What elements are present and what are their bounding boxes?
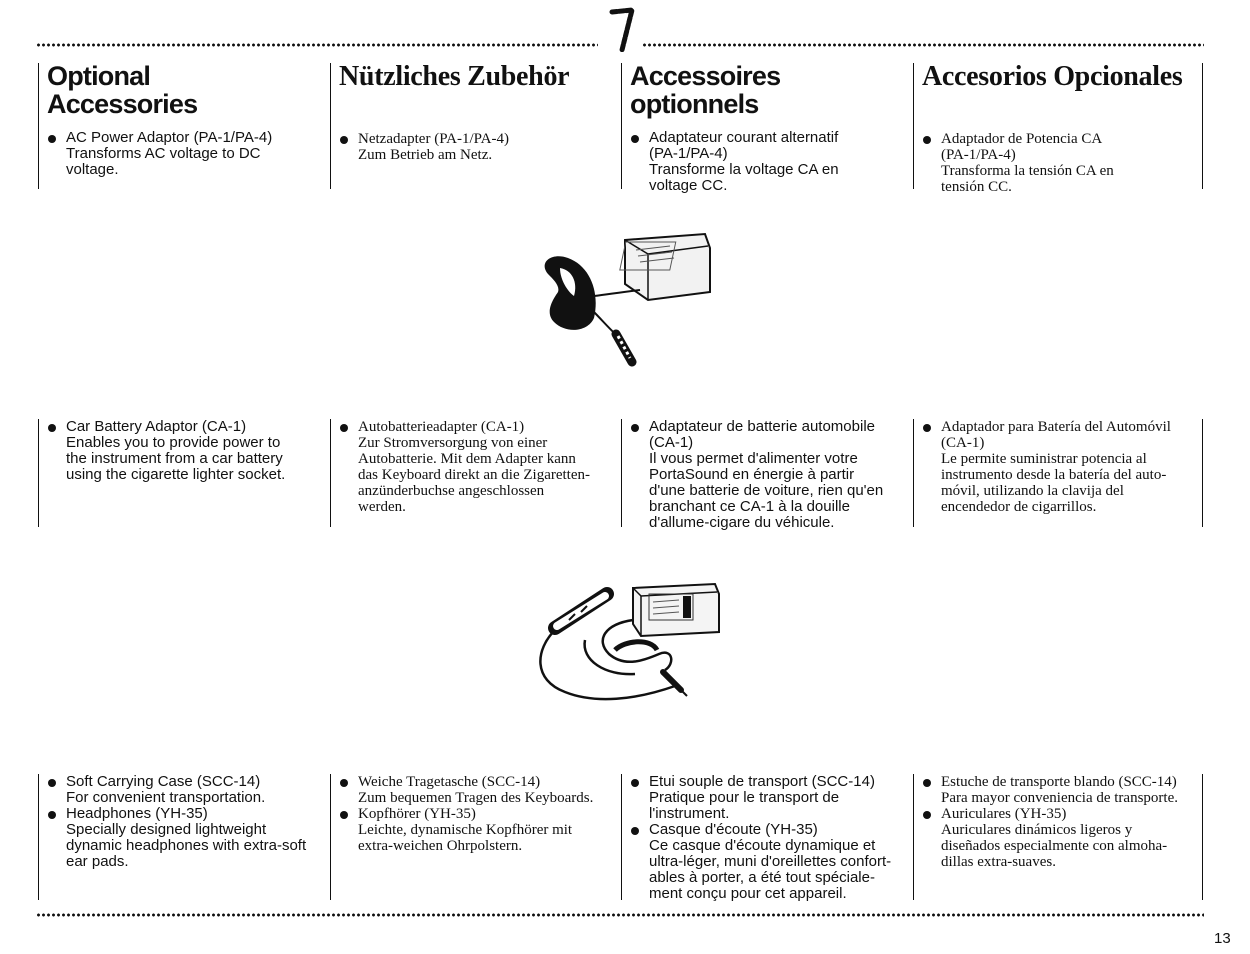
bullet: [48, 779, 56, 787]
item-car-adaptor-es: [922, 419, 1202, 515]
item-headphones-de: [339, 806, 618, 854]
page-number: 13: [1214, 930, 1231, 947]
item-description: Enables you to provide power to the instrument from a car battery using the cigarette lighter socket.: [66, 434, 286, 483]
bullet: [923, 424, 931, 432]
item-description: Transforme la voltage CA en voltage CC.: [649, 161, 839, 195]
item-title: Autobatterieadapter (CA-1): [358, 419, 525, 435]
column-german-ac: [330, 63, 618, 189]
item-carrying-case-de: [339, 774, 618, 806]
item-title: Auriculares (YH-35): [941, 806, 1067, 822]
heading-spanish: Accesorios Opcionales: [922, 61, 1183, 92]
item-title: Car Battery Adaptor (CA-1): [66, 418, 247, 435]
item-ac-adaptor-en: [47, 130, 328, 178]
item-description: Zum bequemen Tragen des Keyboards.: [358, 790, 594, 806]
item-description: Zur Stromversorgung von einer Autobatterie. Mit dem Adapter kann das Keyboard direkt an die Zigaretten- anzünderbuchse angeschlossen werden.: [358, 435, 590, 515]
item-description: Auriculares dinámicos ligeros y diseñados especialmente con almoha- dillas extra-suaves.: [941, 822, 1168, 870]
top-dotted-rule-right: [642, 42, 1204, 48]
top-dotted-rule-left: [36, 42, 598, 48]
bullet: [631, 424, 639, 432]
column-spanish-case: [913, 774, 1203, 900]
ac-adaptor-illustration: [530, 222, 715, 372]
item-title: Headphones (YH-35): [66, 805, 208, 822]
item-car-adaptor-de: [339, 419, 618, 515]
column-german-car: [330, 419, 618, 527]
column-spanish-car: [913, 419, 1203, 527]
bullet: [923, 811, 931, 819]
bullet: [48, 135, 56, 143]
item-headphones-es: [922, 806, 1202, 870]
item-description: Transforma la tensión CA en tensión CC.: [941, 162, 1114, 195]
chapter-7-mark: [608, 4, 638, 52]
heading-german: Nützliches Zubehör: [339, 61, 570, 92]
item-title: Soft Carrying Case (SCC-14): [66, 773, 261, 790]
bottom-dotted-rule: [36, 912, 1204, 918]
item-ac-adaptor-fr: [630, 130, 911, 194]
column-french-car: [621, 418, 911, 531]
item-title: Adaptateur courant alternatif (PA-1/PA-4): [649, 129, 839, 163]
car-adaptor-illustration: [525, 580, 725, 710]
bullet: [631, 779, 639, 787]
column-french-ac: [621, 61, 911, 195]
column-spanish-ac: [913, 61, 1203, 195]
column-english-case: [38, 774, 328, 900]
item-carrying-case-en: [47, 774, 328, 806]
item-description: Specially designed lightweight dynamic headphones with extra-soft ear pads.: [66, 821, 307, 870]
item-title: AC Power Adaptor (PA-1/PA-4): [66, 129, 273, 147]
item-description: Leichte, dynamische Kopfhörer mit extra-weichen Ohrpolstern.: [358, 822, 573, 854]
column-english-car: [38, 419, 328, 527]
item-title: Weiche Tragetasche (SCC-14): [358, 774, 541, 790]
item-description: Transforms AC voltage to DC voltage.: [66, 145, 261, 179]
bullet: [631, 135, 639, 143]
item-ac-adaptor-es: [922, 131, 1202, 195]
item-description: Pratique pour le transport de l'instrument.: [649, 789, 840, 822]
column-german-case: [330, 774, 618, 900]
bullet: [48, 811, 56, 819]
bullet: [340, 424, 348, 432]
column-french-case: [621, 774, 911, 900]
heading-english: Optional Accessories: [47, 61, 198, 119]
item-ac-adaptor-de: [339, 131, 618, 163]
item-title: Estuche de transporte blando (SCC-14): [941, 774, 1177, 790]
item-title: Adaptador de Potencia CA (PA-1/PA-4): [941, 130, 1103, 163]
item-description: Zum Betrieb am Netz.: [358, 146, 493, 163]
item-title: Casque d'écoute (YH-35): [649, 821, 818, 838]
item-description: Le permite suministrar potencia al instrumento desde la batería del auto- móvil, utilizando la clavija del encendedor de cigarrillos.: [941, 451, 1167, 515]
item-description: Ce casque d'écoute dynamique et ultra-léger, muni d'oreillettes confort- ables à porter, a été tout spéciale- ment conçu pour cet appareil.: [649, 837, 892, 902]
bullet: [631, 827, 639, 835]
item-headphones-en: [47, 806, 328, 870]
item-car-adaptor-fr: [630, 419, 911, 531]
heading-french: Accessoires optionnels: [630, 61, 781, 119]
item-description: Para mayor conveniencia de transporte.: [941, 790, 1178, 806]
item-title: Adaptador para Batería del Automóvil (CA-1): [941, 419, 1171, 451]
item-title: Kopfhörer (YH-35): [358, 806, 476, 822]
item-carrying-case-es: [922, 774, 1202, 806]
item-description: For convenient transportation.: [66, 789, 266, 806]
bullet: [923, 779, 931, 787]
item-title: Adaptateur de batterie automobile (CA-1): [649, 418, 875, 451]
bullet: [340, 136, 348, 144]
item-headphones-fr: [630, 822, 911, 902]
item-title: Netzadapter (PA-1/PA-4): [358, 130, 509, 147]
bullet: [48, 424, 56, 432]
bullet: [340, 779, 348, 787]
item-description: Il vous permet d'alimenter votre PortaSound en énergie à partir d'une batterie de voiture, rien qu'en branchant ce CA-1 à la douille d'allume-cigare du véhicule.: [649, 450, 884, 531]
item-title: Etui souple de transport (SCC-14): [649, 773, 875, 790]
bullet: [923, 136, 931, 144]
item-car-adaptor-en: [47, 419, 328, 483]
item-carrying-case-fr: [630, 774, 911, 822]
bullet: [340, 811, 348, 819]
column-english-ac: [38, 63, 328, 189]
